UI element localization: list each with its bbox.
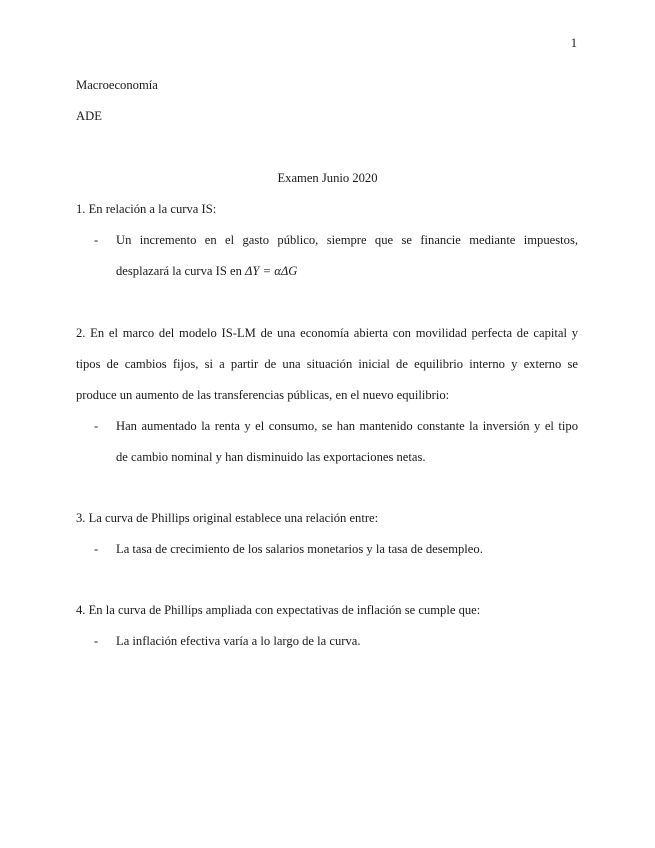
question-1-formula: ΔY = αΔG [245, 264, 298, 278]
question-1-bullet: - [94, 233, 99, 247]
question-1-answer-line-1 [116, 233, 578, 248]
question-4-answer-line-1: La inflación efectiva varía a lo largo de la curva. [116, 634, 361, 648]
subject-label: Macroeconomía [76, 78, 158, 92]
question-2-bullet: - [94, 419, 99, 433]
question-1-stem: 1. En relación a la curva IS: [76, 202, 217, 216]
question-3-bullet: - [94, 542, 99, 556]
question-1-answer-text-2: desplazará la curva IS en [116, 264, 246, 278]
exam-title: Examen Junio 2020 [277, 171, 378, 185]
question-2-stem-line-2: tipos de cambios fijos, si a partir de una situación inicial de equilibrio interno y externo se [76, 357, 578, 371]
question-4-bullet: - [94, 634, 99, 648]
question-3-stem: 3. La curva de Phillips original establece una relación entre: [76, 511, 379, 525]
question-2-answer-line-2: de cambio nominal y han disminuido las exportaciones netas. [116, 450, 426, 464]
question-2-answer-line-1: Han aumentado la renta y el consumo, se han mantenido constante la inversión y el tipo [116, 419, 578, 433]
question-1-answer-line-2 [116, 264, 297, 279]
degree-label: ADE [76, 109, 102, 123]
question-2-stem-line-3: produce un aumento de las transferencias públicas, en el nuevo equilibrio: [76, 388, 450, 402]
question-2-stem-line-1: 2. En el marco del modelo IS-LM de una economía abierta con movilidad perfecta de capital y [76, 326, 578, 340]
question-1-answer-text-1: Un incremento en el gasto público, siempre que se financie mediante impuestos, [116, 233, 578, 247]
question-4-stem: 4. En la curva de Phillips ampliada con expectativas de inflación se cumple que: [76, 603, 481, 617]
page-number: 1 [570, 36, 577, 50]
question-3-answer-line-1: La tasa de crecimiento de los salarios monetarios y la tasa de desempleo. [116, 542, 483, 556]
